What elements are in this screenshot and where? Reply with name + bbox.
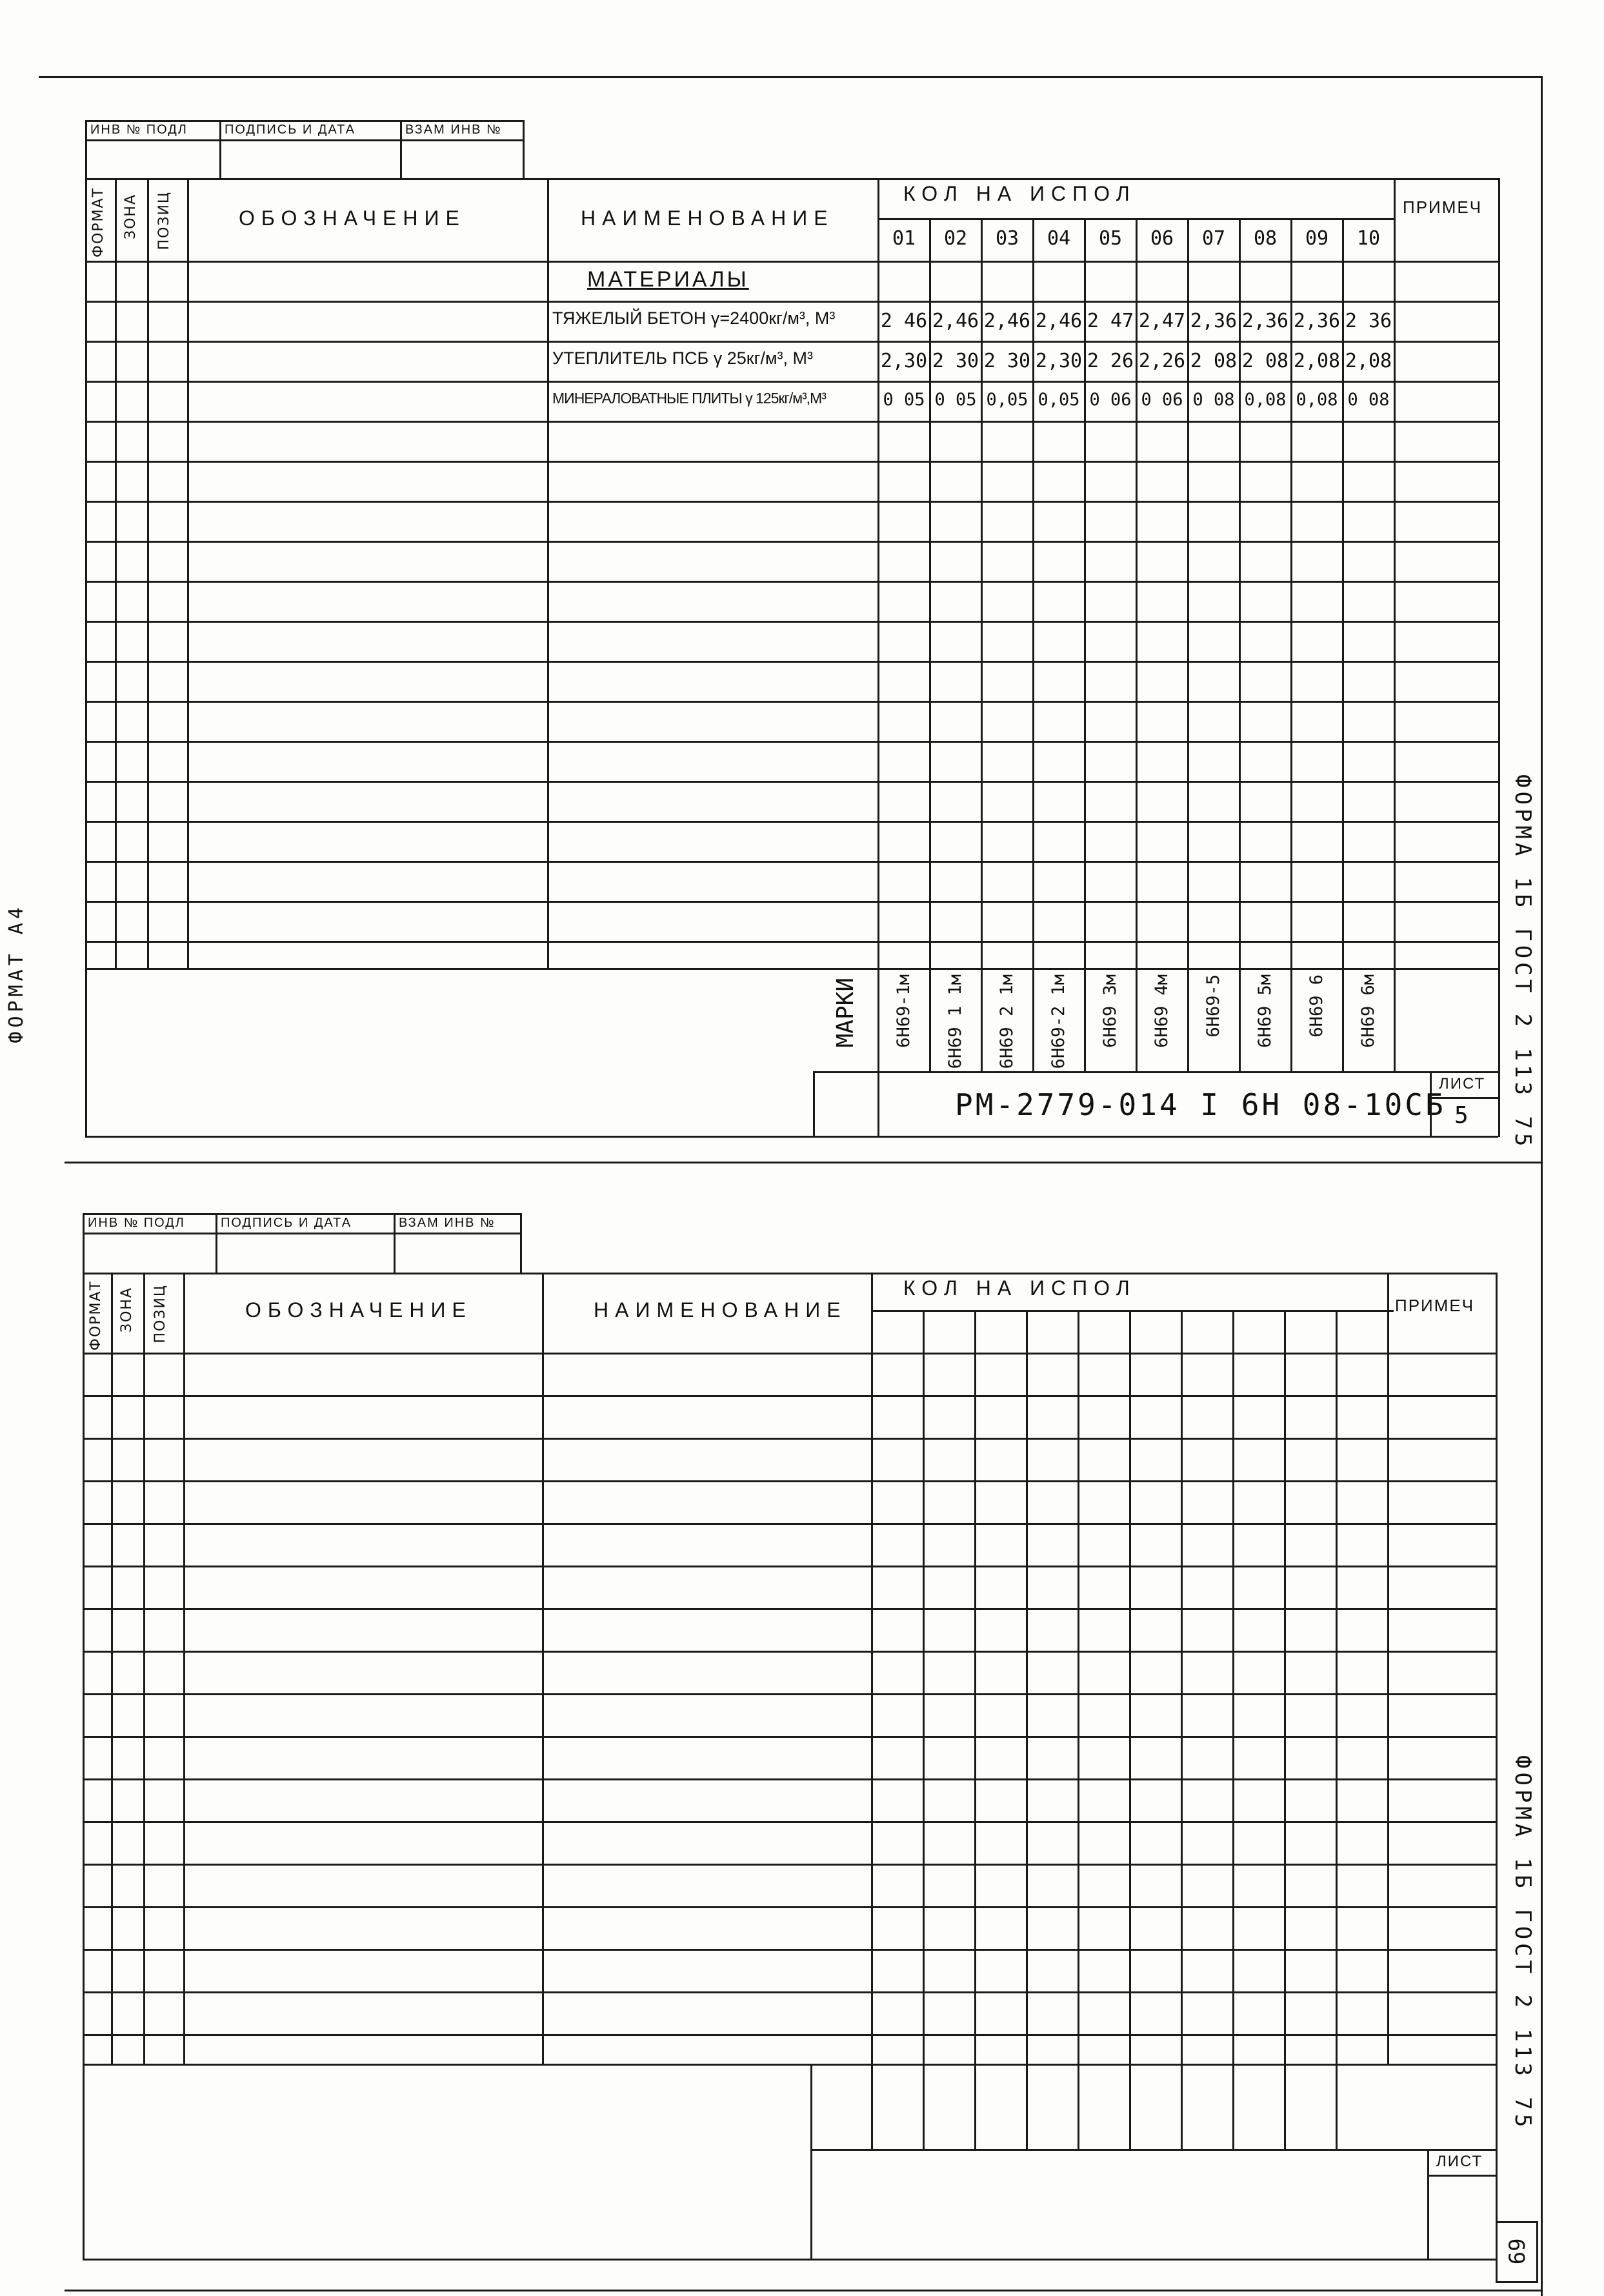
material-value: 0,08 xyxy=(1244,390,1287,410)
page-number: 69 xyxy=(1503,2238,1529,2265)
material-value: 0 05 xyxy=(883,390,925,410)
material-value: 0 08 xyxy=(1347,390,1390,410)
mark-item: 6Н69 6м xyxy=(1358,974,1378,1048)
form-note-top: ФОРМА 1Б ГОСТ 2 113 75 xyxy=(1510,774,1536,1151)
col-05: 05 xyxy=(1098,227,1123,250)
material-value: 2,46 xyxy=(1035,310,1083,332)
material-value: 2,36 xyxy=(1190,310,1238,332)
doc-code: РМ-2779-014 I 6Н 08-10СБ xyxy=(955,1087,1446,1122)
material-value: 2 47 xyxy=(1087,310,1134,332)
material-name: МИНЕРАЛОВАТНЫЕ ПЛИТЫ γ 125кг/м³,М³ xyxy=(552,390,826,407)
material-value: 2 26 xyxy=(1087,350,1134,372)
material-value: 2,30 xyxy=(880,350,928,372)
mark-item: 6Н69 2 1м xyxy=(997,974,1017,1069)
mark-item: 6Н69 3м xyxy=(1100,974,1120,1048)
header-oboznachenie: ОБОЗНАЧЕНИЕ xyxy=(245,1298,472,1322)
material-value: 2,36 xyxy=(1293,310,1341,332)
format-a4-note: ФОРМАТ А4 xyxy=(5,903,28,1043)
middle-divider xyxy=(65,1162,1542,1163)
material-value: 2 30 xyxy=(983,350,1031,372)
mark-item: 6Н69-2 1м xyxy=(1048,974,1068,1069)
header-zona: ЗОНА xyxy=(123,194,139,240)
header-kol: КОЛ НА ИСПОЛ xyxy=(903,1276,1136,1300)
material-value: 0 05 xyxy=(934,390,977,410)
header-poz: ПОЗИЦ xyxy=(152,1284,168,1344)
header-primech: ПРИМЕЧ xyxy=(1395,1296,1475,1315)
stamp-vzam-inv: ВЗАМ ИНВ № xyxy=(399,1216,496,1230)
col-07: 07 xyxy=(1201,227,1226,250)
mark-item: 6Н69 1 1м xyxy=(945,974,965,1069)
header-naimenovanie: НАИМЕНОВАНИЕ xyxy=(594,1298,847,1322)
material-value: 2,46 xyxy=(932,310,979,332)
material-value: 2 08 xyxy=(1190,350,1238,372)
section-title: МАТЕРИАЛЫ xyxy=(587,267,749,292)
material-value: 0 08 xyxy=(1192,390,1235,410)
header-format: ФОРМАТ xyxy=(90,187,106,257)
col-09: 09 xyxy=(1305,227,1329,250)
bottom-border xyxy=(65,2290,1542,2291)
col-10: 10 xyxy=(1356,227,1381,250)
material-value: 0,08 xyxy=(1296,390,1338,410)
material-value: 2 36 xyxy=(1345,310,1392,332)
list-number: 5 xyxy=(1454,1102,1469,1129)
col-03: 03 xyxy=(995,227,1019,250)
material-value: 2,08 xyxy=(1345,350,1392,372)
top-border xyxy=(39,76,1542,78)
material-value: 2 08 xyxy=(1241,350,1289,372)
material-value: 2,08 xyxy=(1293,350,1341,372)
material-value: 2,46 xyxy=(983,310,1031,332)
material-value: 0,05 xyxy=(1038,390,1080,410)
stamp-inv-podl: ИНВ № ПОДЛ xyxy=(90,123,188,137)
material-value: 2,26 xyxy=(1138,350,1186,372)
material-value: 0 06 xyxy=(1141,390,1183,410)
header-poz: ПОЗИЦ xyxy=(156,191,172,250)
mark-item: 6Н69-1м xyxy=(894,974,914,1048)
form-note-bottom: ФОРМА 1Б ГОСТ 2 113 75 xyxy=(1510,1755,1536,2131)
right-border xyxy=(1541,76,1543,2296)
stamp-podpis-data: ПОДПИСЬ И ДАТА xyxy=(221,1216,352,1230)
header-format: ФОРМАТ xyxy=(88,1280,104,1351)
col-02: 02 xyxy=(943,227,968,250)
col-06: 06 xyxy=(1150,227,1174,250)
material-value: 2,47 xyxy=(1138,310,1186,332)
page-number-box xyxy=(1496,2221,1538,2283)
stamp-vzam-inv: ВЗАМ ИНВ № xyxy=(405,123,502,137)
header-kol: КОЛ НА ИСПОЛ xyxy=(903,182,1136,205)
col-04: 04 xyxy=(1047,227,1071,250)
list-label: ЛИСТ xyxy=(1436,2153,1483,2170)
stamp-inv-podl: ИНВ № ПОДЛ xyxy=(88,1216,185,1230)
header-oboznachenie: ОБОЗНАЧЕНИЕ xyxy=(239,206,466,230)
col-08: 08 xyxy=(1253,227,1278,250)
material-value: 2,30 xyxy=(1035,350,1083,372)
mark-item: 6Н69-5 xyxy=(1203,974,1223,1038)
mark-item: 6Н69 4м xyxy=(1152,974,1172,1048)
material-value: 0 06 xyxy=(1089,390,1132,410)
header-zona: ЗОНА xyxy=(119,1287,135,1333)
material-value: 0,05 xyxy=(986,390,1028,410)
list-label: ЛИСТ xyxy=(1439,1075,1486,1093)
col-01: 01 xyxy=(892,227,916,250)
stamp-podpis-data: ПОДПИСЬ И ДАТА xyxy=(225,123,356,137)
mark-item: 6Н69 5м xyxy=(1255,974,1275,1048)
material-name: УТЕПЛИТЕЛЬ ПСБ γ 25кг/м³, М³ xyxy=(552,348,813,368)
material-value: 2,36 xyxy=(1241,310,1289,332)
marks-label: МАРКИ xyxy=(832,978,859,1048)
header-naimenovanie: НАИМЕНОВАНИЕ xyxy=(581,206,834,230)
material-value: 2 30 xyxy=(932,350,979,372)
material-name: ТЯЖЕЛЫЙ БЕТОН γ=2400кг/м³, М³ xyxy=(552,308,836,328)
material-value: 2 46 xyxy=(880,310,928,332)
header-primech: ПРИМЕЧ xyxy=(1403,197,1483,217)
mark-item: 6Н69 6 xyxy=(1307,974,1327,1038)
